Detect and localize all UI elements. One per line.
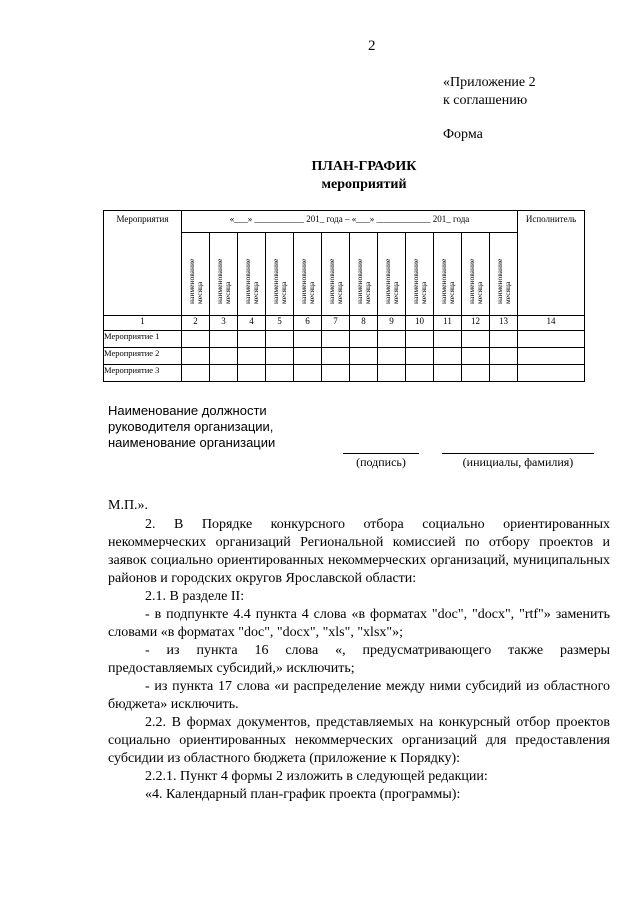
month-header-cell [378,233,406,316]
column-number-row [104,316,585,331]
month-header-cell [462,233,490,316]
table-row [104,331,585,348]
col-number: 9 [378,316,406,331]
table-row [104,348,585,365]
paragraph: - из пункта 16 слова «, предусматривающего также размеры предоставляемых субсидий,» исключить; [108,643,610,676]
stamp-mark: М.П.». [108,498,149,513]
position-line-3: наименование организации [108,435,276,450]
event-name: Мероприятие 1 [104,331,182,348]
col-number: 14 [518,316,585,331]
month-label: наименование месяца [410,258,428,304]
title-line-2: мероприятий [321,177,407,192]
signature-caption: (подпись) [356,455,406,469]
month-header-cell [406,233,434,316]
month-header-cell [434,233,462,316]
col-number: 3 [210,316,238,331]
amendment-text [108,516,610,804]
col-number: 6 [294,316,322,331]
month-label: наименование месяца [186,258,204,304]
month-label: наименование месяца [242,258,260,304]
title-line-1: ПЛАН-ГРАФИК [311,159,417,174]
doc-title [0,158,640,194]
month-header-cell [210,233,238,316]
month-label: наименование месяца [438,258,456,304]
paragraph: «4. Календарный план-график проекта (программы): [145,787,461,802]
page-number: 2 [368,38,376,54]
month-label: наименование месяца [466,258,484,304]
paragraph: 2.2. В формах документов, представляемых на конкурсный отбор проектов социально ориентированных некоммерческих организаций для предоставления субсидии из областного бюджета (приложение к Порядку): [108,715,610,766]
appendix-line-2: к соглашению [443,93,528,108]
paragraph: - в подпункте 4.4 пункта 4 слова «в форматах "doc", "docx", "rtf"» заменить словами «в форматах "doc", "docx", "xls", "xlsx"»; [108,607,610,640]
position-line-1: Наименование должности [108,403,267,418]
paragraph: - из пункта 17 слова «и распределение между ними субсидий из областного бюджета» исключить. [108,679,610,712]
col-number: 10 [406,316,434,331]
month-label: наименование месяца [214,258,232,304]
month-header-cell [182,233,210,316]
month-header-cell [266,233,294,316]
col-number: 1 [104,316,182,331]
position-line-2: руководителя организации, [108,419,274,434]
month-label: наименование месяца [382,258,400,304]
month-label: наименование месяца [270,258,288,304]
appendix-line-1: «Приложение 2 [443,75,536,90]
form-label: Форма [443,127,483,142]
month-header-cell [294,233,322,316]
event-name: Мероприятие 2 [104,348,182,365]
month-label: наименование месяца [326,258,344,304]
col-number: 2 [182,316,210,331]
month-label: наименование месяца [354,258,372,304]
col-number: 7 [322,316,350,331]
header-period: «___» ___________ 201_ года – «___» ____________ 201_ года [182,211,518,233]
col-number: 4 [238,316,266,331]
header-executor: Исполнитель [518,211,585,316]
event-name: Мероприятие 3 [104,365,182,382]
position-label [108,403,275,451]
table-row [104,365,585,382]
month-label: наименование месяца [494,258,512,304]
col-number: 13 [490,316,518,331]
month-label: наименование месяца [298,258,316,304]
paragraph: 2. В Порядке конкурсного отбора социально ориентированных некоммерческих организаций Региональной комиссией по отбору проектов и заявок социально ориентированных некоммерческих организаций, муниципальных районов и городских округов Ярославской области: [108,517,610,586]
name-caption: (инициалы, фамилия) [462,455,574,469]
col-number: 11 [434,316,462,331]
month-header-cell [490,233,518,316]
name-line [442,453,594,454]
appendix-note [443,74,536,110]
month-header-cell [238,233,266,316]
paragraph: 2.2.1. Пункт 4 формы 2 изложить в следующей редакции: [145,769,488,784]
col-number: 5 [266,316,294,331]
col-number: 8 [350,316,378,331]
month-header-cell [322,233,350,316]
month-header-cell [350,233,378,316]
paragraph: 2.1. В разделе II: [145,589,245,604]
plan-schedule-table [103,210,585,382]
signature-line [343,453,419,454]
col-number: 12 [462,316,490,331]
header-events: Мероприятия [104,211,182,316]
